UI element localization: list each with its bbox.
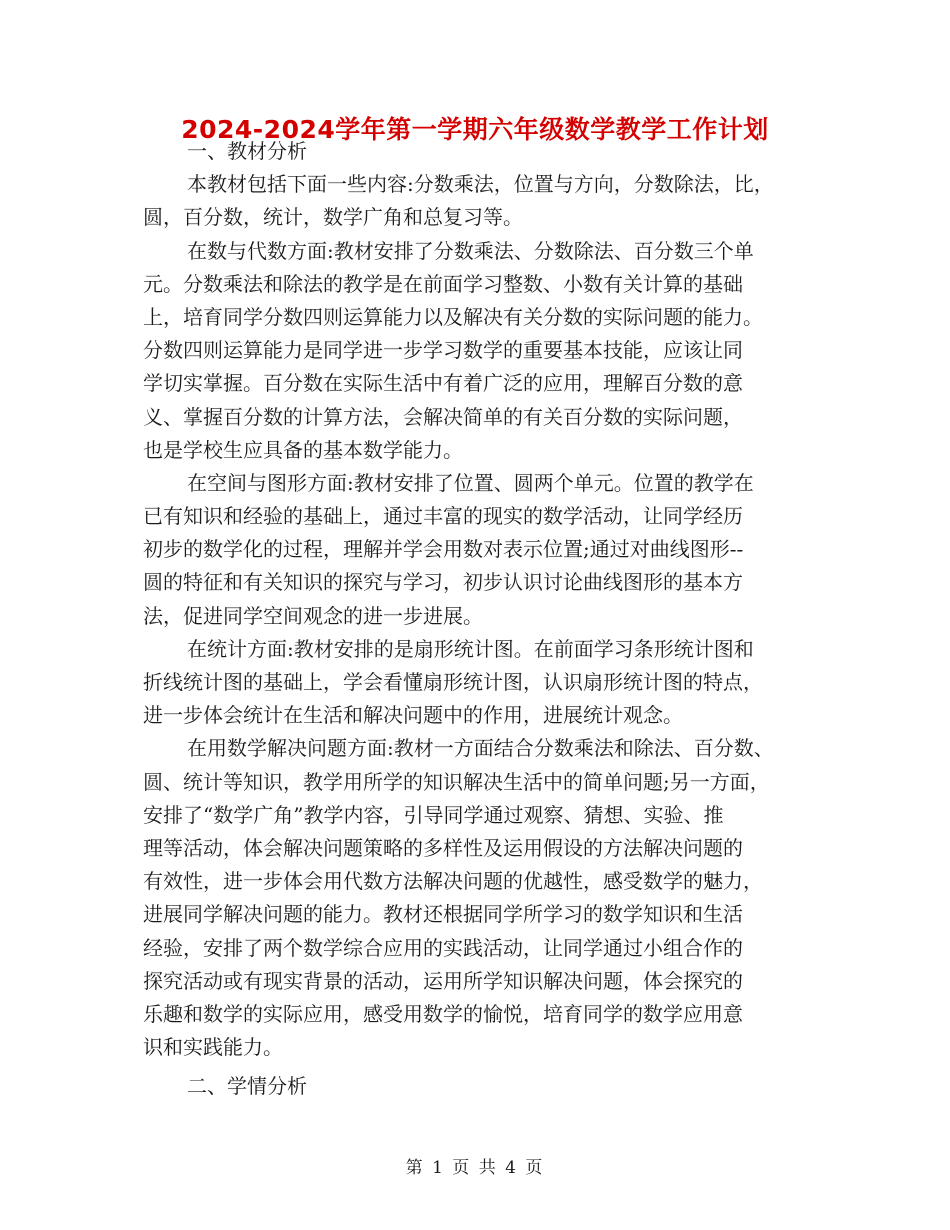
paragraph-line: 进一步体会统计在生活和解决问题中的作用，进展统计观念。 — [143, 703, 683, 728]
paragraph-line: 初步的数学化的过程，理解并学会用数对表示位置;通过对曲线图形-- — [143, 537, 744, 562]
paragraph-line: 也是学校生应具备的基本数学能力。 — [143, 437, 463, 462]
paragraph-line: 学切实掌握。百分数在实际生活中有着广泛的应用，理解百分数的意 — [143, 371, 743, 396]
paragraph-line: 乐趣和数学的实际应用，感受用数学的愉悦，培育同学的数学应用意 — [143, 1001, 743, 1026]
paragraph-line: 在数与代数方面:教材安排了分数乘法、分数除法、百分数三个单 — [187, 238, 754, 263]
paragraph-line: 进展同学解决问题的能力。教材还根据同学所学习的数学知识和生活 — [143, 902, 743, 927]
paragraph-line: 元。分数乘法和除法的教学是在前面学习整数、小数有关计算的基础 — [143, 271, 743, 296]
paragraph-line: 已有知识和经验的基础上，通过丰富的现实的数学活动，让同学经历 — [143, 504, 743, 529]
paragraph-line: 圆的特征和有关知识的探究与学习，初步认识讨论曲线图形的基本方 — [143, 570, 743, 595]
paragraph-line: 在统计方面:教材安排的是扇形统计图。在前面学习条形统计图和 — [187, 636, 754, 661]
paragraph-line: 安排了“数学广角”教学内容，引导同学通过观察、猜想、实验、推 — [143, 802, 724, 827]
document-title: 2024-2024学年第一学期六年级数学教学工作计划 — [181, 115, 769, 144]
page-number-footer: 第 1 页 共 4 页 — [405, 1158, 545, 1178]
paragraph-line: 法，促进同学空间观念的进一步进展。 — [143, 603, 483, 628]
document-body — [143, 135, 823, 1103]
paragraph-line: 圆，百分数，统计，数学广角和总复习等。 — [143, 205, 523, 230]
paragraph-line: 分数四则运算能力是同学进一步学习数学的重要基本技能，应该让同 — [143, 338, 743, 363]
paragraph-line: 识和实践能力。 — [143, 1035, 283, 1060]
paragraph-line: 理等活动，体会解决问题策略的多样性及运用假设的方法解决问题的 — [143, 835, 743, 860]
section-heading-student-analysis: 二、学情分析 — [187, 1074, 307, 1099]
paragraph-line: 折线统计图的基础上，学会看懂扇形统计图，认识扇形统计图的特点， — [143, 670, 763, 694]
paragraph-line: 义、掌握百分数的计算方法，会解决简单的有关百分数的实际问题， — [143, 404, 743, 429]
section-heading-textbook-analysis: 一、教材分析 — [187, 139, 307, 163]
paragraph-line: 有效性，进一步体会用代数方法解决问题的优越性，感受数学的魅力， — [143, 869, 763, 894]
paragraph-line: 探究活动或有现实背景的活动，运用所学知识解决问题，体会探究的 — [143, 968, 743, 993]
paragraph-line: 上，培育同学分数四则运算能力以及解决有关分数的实际问题的能力。 — [143, 304, 763, 329]
paragraph-line: 圆、统计等知识，教学用所学的知识解决生活中的简单问题;另一方面， — [143, 769, 770, 794]
paragraph-line: 本教材包括下面一些内容:分数乘法，位置与方向，分数除法，比， — [187, 172, 774, 197]
paragraph-line: 在用数学解决问题方面:教材一方面结合分数乘法和除法、百分数、 — [187, 736, 774, 761]
paragraph-line: 在空间与图形方面:教材安排了位置、圆两个单元。位置的教学在 — [187, 470, 754, 495]
paragraph-line: 经验，安排了两个数学综合应用的实践活动，让同学通过小组合作的 — [143, 935, 743, 960]
